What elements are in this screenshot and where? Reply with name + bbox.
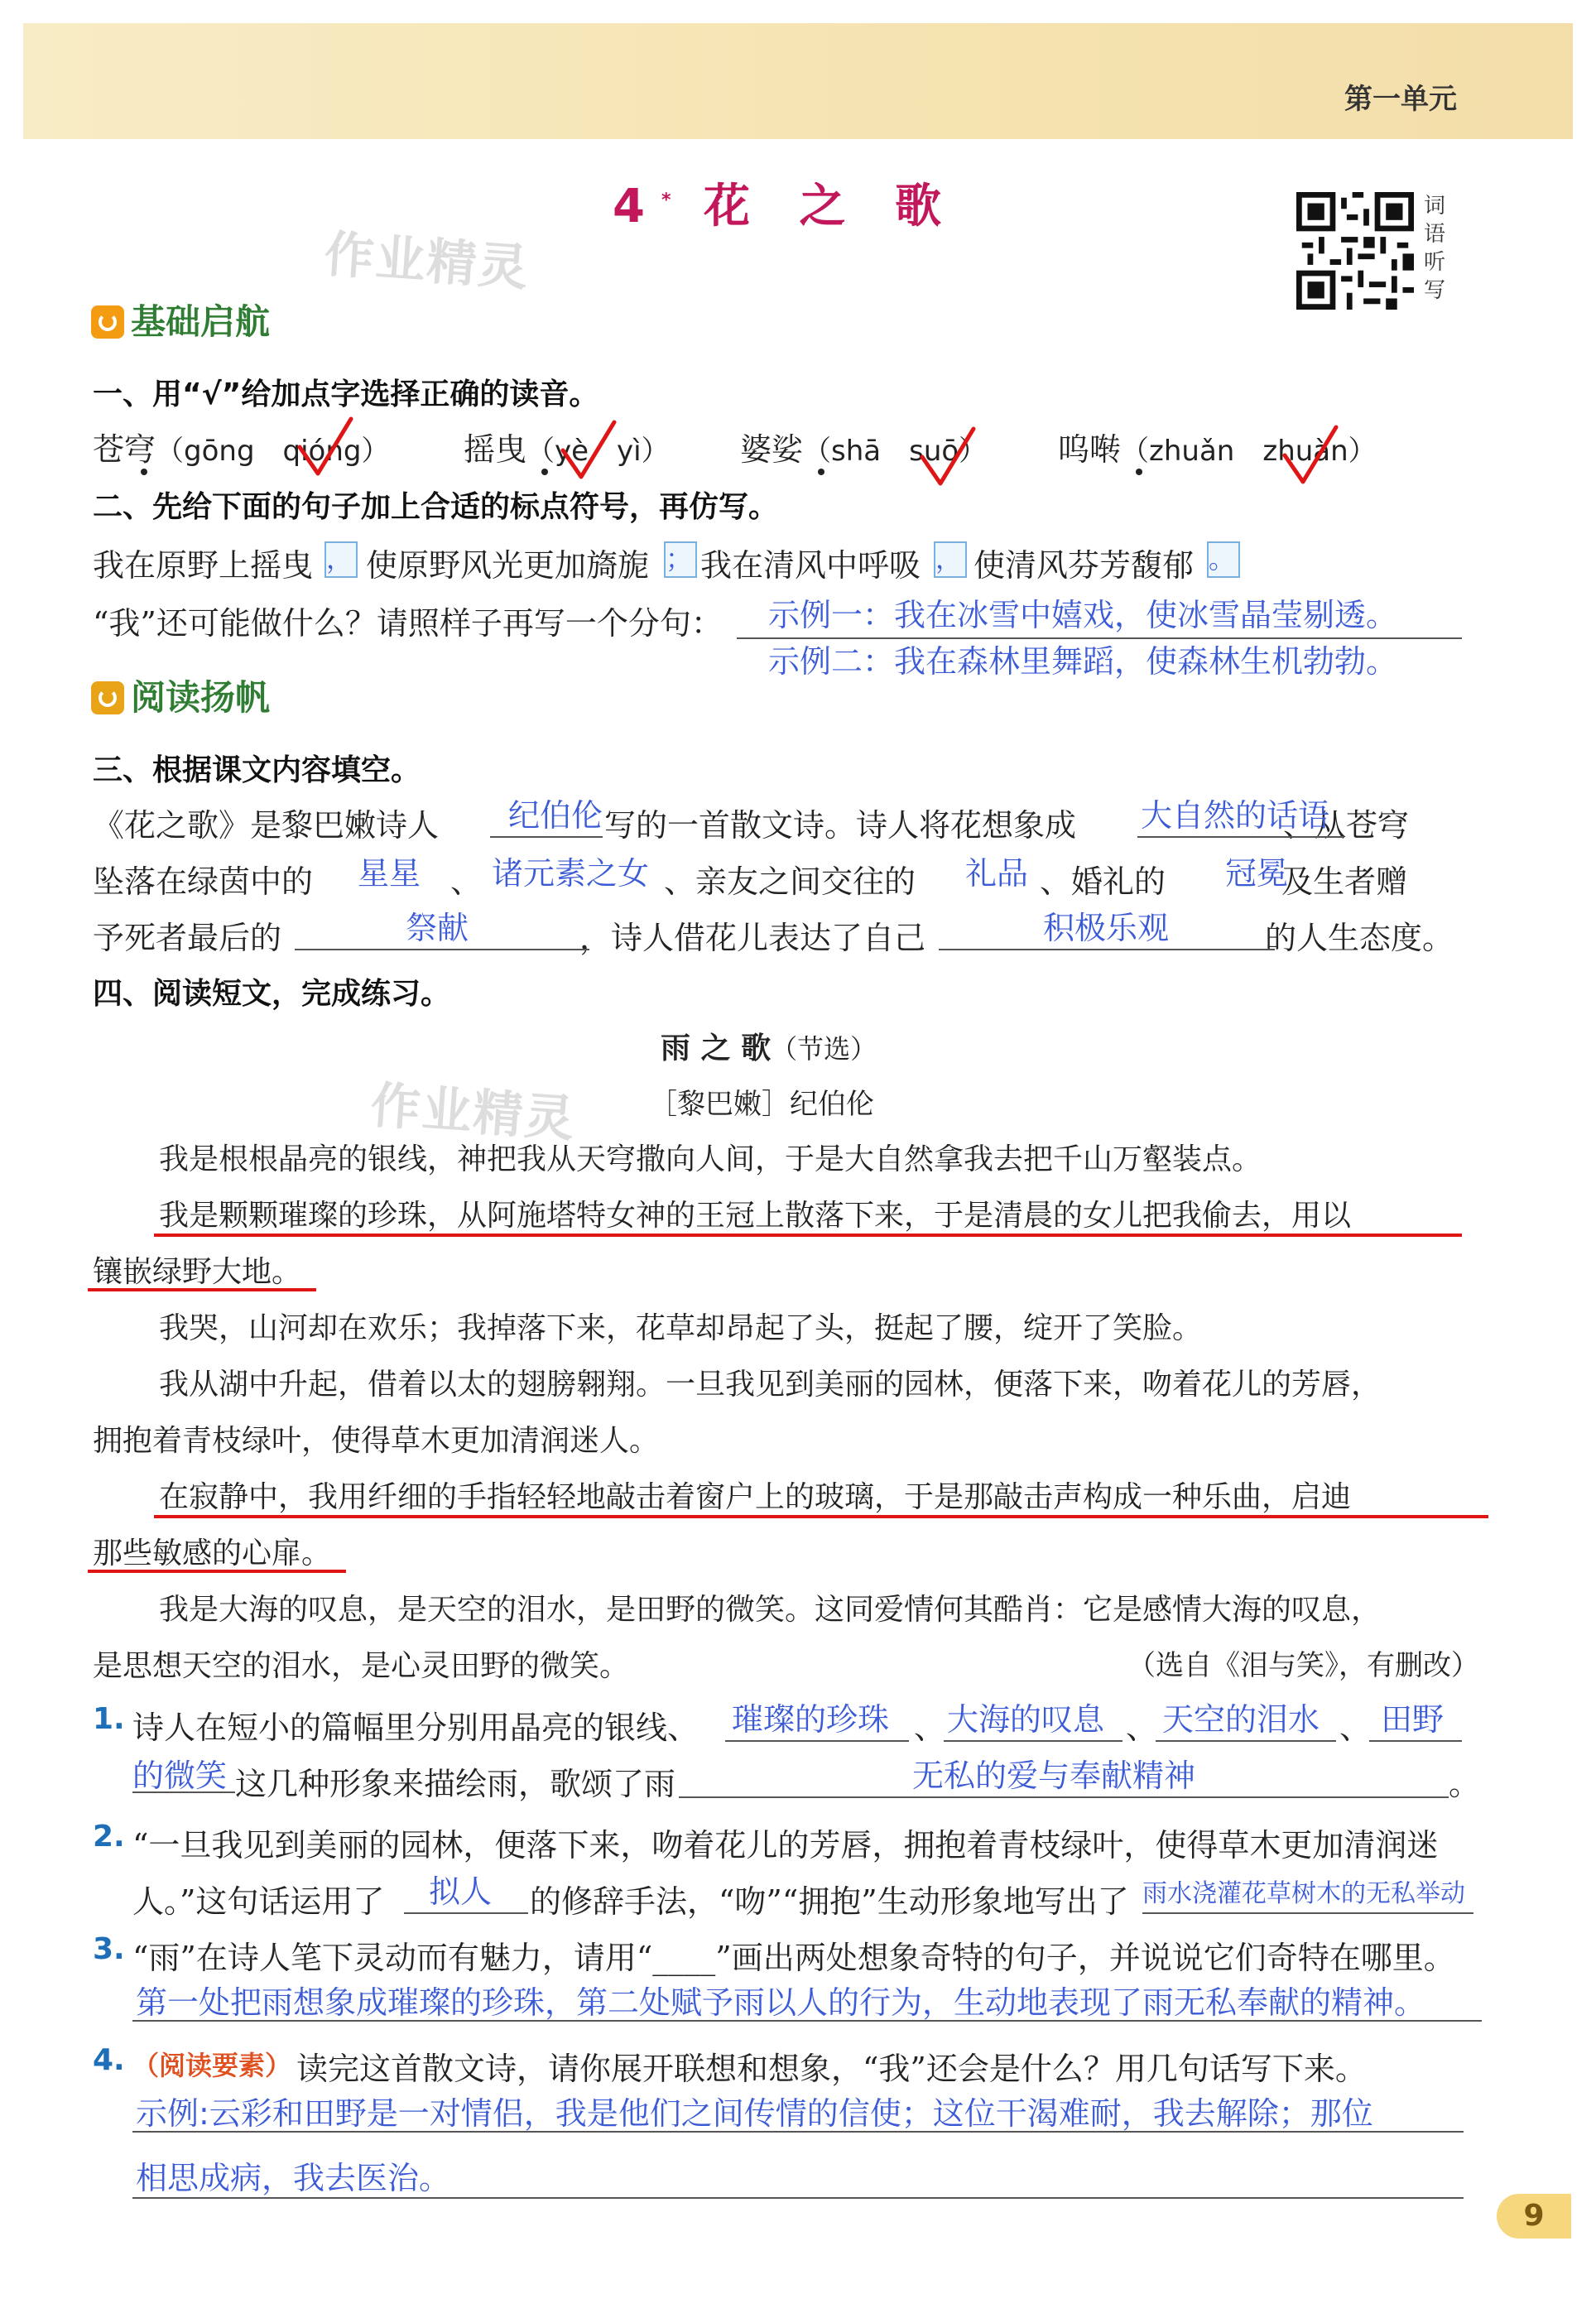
ex1-answer-1: 璀璨的珍珠 (732, 1701, 890, 1738)
lesson-mark: * (661, 190, 671, 211)
blank-line (944, 1740, 1122, 1742)
q2-part-4: 使清风芬芳馥郁 (973, 547, 1195, 584)
blank-line (1156, 1740, 1336, 1742)
q3-answer-6: 冠冕 (1225, 855, 1289, 892)
exercise-number: 2. (93, 1820, 125, 1854)
exercise-number: 3. (93, 1932, 125, 1966)
ex1-text-a: 诗人在短小的篇幅里分别用晶亮的银线、 (132, 1710, 699, 1746)
poem-title: 雨 之 歌（节选） (661, 1032, 877, 1065)
q3-answer-4: 诸元素之女 (492, 855, 650, 892)
q3-answer-3: 星星 (358, 855, 421, 892)
poem-para-6b: 是思想天空的泪水，是心灵田野的微笑。 (93, 1649, 630, 1683)
blank-line (679, 1796, 1449, 1798)
ex4-answer-1: 示例:云彩和田野是一对情侣，我是他们之间传情的信使；这位干渴难耐，我去解除；那位 (136, 2095, 1373, 2132)
ex1-sep: 、 (1126, 1710, 1158, 1746)
ex1-answer-2: 大海的叹息 (947, 1701, 1105, 1738)
ex2-text-c: 的修辞手法，“吻”“拥抱”生动形象地写出了 (530, 1883, 1129, 1920)
check-mark-icon (560, 417, 618, 483)
blank-line (1142, 1912, 1473, 1914)
q3-line-2: 坠落在绿茵中的 、 、亲友之间交往的 、婚礼的 及生者赠 (93, 863, 1408, 900)
q3-answer-8: 积极乐观 (1043, 910, 1170, 946)
reading-element-tag: （阅读要素） (132, 2050, 292, 2081)
punctuation-answer: ， (326, 543, 353, 575)
ex1-sep: 、 (1339, 1710, 1372, 1746)
red-underline (154, 1234, 1462, 1237)
punctuation-answer: 。 (1209, 543, 1236, 575)
blank-line (725, 1740, 909, 1742)
ex1-answer-5: 无私的爱与奉献精神 (912, 1758, 1196, 1794)
ex1-end: 。 (1449, 1766, 1481, 1802)
answer-line (132, 2197, 1464, 2199)
ex2-text-b: 人。”这句话运用了 (132, 1883, 385, 1920)
ex1-text-b: 这几种形象来描绘雨，歌颂了雨 (235, 1766, 676, 1802)
exercise-number: 1. (93, 1702, 125, 1736)
check-mark-icon (296, 414, 354, 480)
ex1-answer-3: 天空的泪水 (1162, 1701, 1320, 1738)
q3-answer-2: 大自然的话语 (1141, 797, 1330, 834)
section-basic-label: 基础启航 (131, 301, 271, 342)
red-underline (154, 1515, 1488, 1518)
section-basic (91, 295, 270, 344)
blank-line (1137, 836, 1344, 838)
section-icon (91, 681, 124, 714)
emphasis-dot (1136, 469, 1142, 475)
ex4-text: 读完这首散文诗，请你展开联想和想象，“我”还会是什么？用几句话写下来。 (296, 2051, 1367, 2087)
q3-answer-5: 礼品 (965, 855, 1029, 892)
poem-para-6a: 我是大海的叹息，是天空的泪水，是田野的微笑。这同爱情何其酷肖：它是感情大海的叹息， (159, 1593, 1382, 1627)
emphasis-dot (818, 469, 824, 475)
ex1-sep: 、 (914, 1710, 946, 1746)
blank-line (132, 1791, 235, 1793)
answer-line (132, 2131, 1464, 2133)
q1-item-3: 婆娑（shā suō） (740, 431, 988, 468)
q3-answer-1: 纪伯伦 (508, 797, 603, 834)
ex4-answer-2: 相思成病，我去医治。 (136, 2160, 451, 2196)
poem-para-5b: 那些敏感的心扉。 (93, 1537, 332, 1570)
q2-part-3: 我在清风中呼吸 (700, 547, 921, 584)
blank-line (1369, 1740, 1462, 1742)
unit-label: 第一单元 (1344, 83, 1457, 116)
poem-para-2b: 镶嵌绿野大地。 (93, 1255, 302, 1289)
lesson-title (613, 170, 958, 236)
poem-para-2a: 我是颗颗璀璨的珍珠，从阿施塔特女神的王冠上散落下来，于是清晨的女儿把我偷去，用以 (159, 1199, 1352, 1233)
poem-source: （选自《泪与笑》，有删改） (1127, 1649, 1479, 1682)
exercise-number: 4. (93, 2043, 125, 2077)
poem-para-4a: 我从湖中升起，借着以太的翅膀翱翔。一旦我见到美丽的园林，便落下来，吻着花儿的芳唇， (159, 1368, 1382, 1402)
q3-answer-7: 祭献 (406, 910, 469, 946)
blank-line (295, 949, 589, 950)
q1-item-1: 苍穹（gōng qióng） (93, 431, 390, 468)
qr-label: 词语听写 (1424, 194, 1446, 303)
section-reading (91, 671, 270, 720)
poem-para-3: 我哭，山河却在欢乐；我掉落下来，花草却昂起了头，挺起了腰，绽开了笑脸。 (159, 1311, 1203, 1345)
q2-answer-2: 示例二：我在森林里舞蹈，使森林生机勃勃。 (768, 643, 1398, 680)
check-mark-icon (1281, 422, 1339, 488)
q3-title: 三、根据课文内容填空。 (93, 753, 421, 787)
header-band (23, 23, 1573, 139)
answer-line (132, 2020, 1482, 2022)
section-reading-label: 阅读扬帆 (131, 677, 271, 718)
q4-title: 四、阅读短文，完成练习。 (93, 977, 451, 1011)
lesson-title-text: 花 之 歌 (703, 180, 958, 233)
poem-para-1: 我是根根晶亮的银线，神把我从天穹撒向人间，于是大自然拿我去把千山万壑装点。 (159, 1142, 1262, 1176)
red-underline (88, 1288, 316, 1291)
blank-line (939, 949, 1275, 950)
q1-item-4: 呜啭（zhuǎn zhuàn） (1058, 431, 1377, 468)
ex3-text: “雨”在诗人笔下灵动而有魅力，请用“____”画出两处想象奇特的句子，并说说它们奇特在哪里。 (132, 1940, 1455, 1976)
red-underline (88, 1570, 346, 1573)
emphasis-dot (141, 469, 147, 475)
emphasis-dot (541, 469, 548, 475)
q2-part-1: 我在原野上摇曳 (93, 547, 314, 584)
lesson-number: 4 (613, 180, 661, 233)
ex3-answer: 第一处把雨想象成璀璨的珍珠，第二处赋予雨以人的行为，生动地表现了雨无私奉献的精神。 (136, 1984, 1426, 2021)
watermark: 作业精灵 (368, 1076, 578, 1149)
q2-prompt: “我”还可能做什么？请照样子再写一个分句： (93, 605, 723, 642)
punctuation-answer: ， (935, 543, 963, 575)
blank-line (490, 836, 603, 838)
check-mark-icon (919, 424, 977, 490)
poem-author: ［黎巴嫩］纪伯伦 (649, 1088, 874, 1121)
poem-para-5a: 在寂静中，我用纤细的手指轻轻地敲击着窗户上的玻璃，于是那敲击声构成一种乐曲，启迪 (159, 1480, 1352, 1514)
section-icon (91, 305, 124, 339)
ex2-answer-2: 雨水浇灌花草树木的无私举动 (1142, 1879, 1465, 1908)
ex1-answer-4b: 的微笑 (132, 1758, 228, 1794)
blank-line (404, 1912, 528, 1914)
q3-line-1: 《花之歌》是黎巴嫩诗人 写的一首散文诗。诗人将花想象成 、从苍穹 (93, 807, 1410, 844)
q1-title: 一、用“√”给加点字选择正确的读音。 (93, 378, 599, 411)
page-number: 9 (1497, 2194, 1571, 2239)
poem-para-4b: 拥抱着青枝绿叶，使得草木更加清润迷人。 (93, 1424, 660, 1458)
ex1-answer-4a: 田野 (1381, 1701, 1445, 1738)
qr-code-icon[interactable] (1296, 192, 1414, 310)
q2-part-2: 使原野风光更加旖旎 (366, 547, 650, 584)
q2-answer-1: 示例一：我在冰雪中嬉戏，使冰雪晶莹剔透。 (768, 597, 1398, 633)
q1-item-2: 摇曳（yè yì） (464, 431, 670, 468)
q3-line-3: 予死者最后的 ，诗人借花儿表达了自己 的人生态度。 (93, 920, 1454, 956)
punctuation-answer: ； (666, 543, 693, 575)
q2-title: 二、先给下面的句子加上合适的标点符号，再仿写。 (93, 490, 779, 524)
ex2-answer-1: 拟人 (429, 1873, 493, 1910)
watermark: 作业精灵 (322, 225, 531, 298)
ex2-text-a: “一旦我见到美丽的园林，便落下来，吻着花儿的芳唇，拥抱着青枝绿叶，使得草木更加清润迷 (132, 1827, 1439, 1864)
